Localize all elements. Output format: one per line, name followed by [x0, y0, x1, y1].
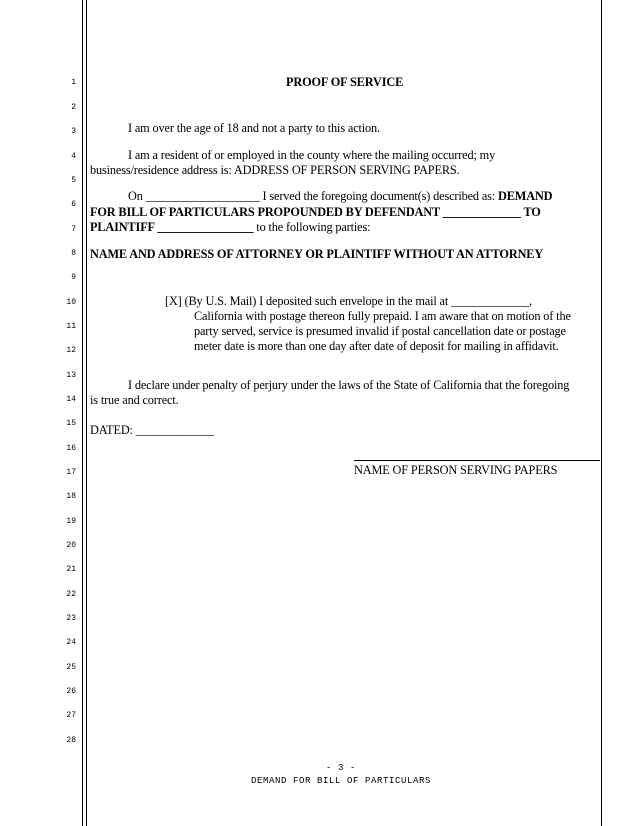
mail-method-line-2: California with postage thereon fully prepaid. I am aware that on motion of the [194, 309, 571, 323]
signature-line [354, 460, 600, 461]
service-statement-line-3 [90, 220, 370, 235]
line-number: 10 [66, 298, 76, 307]
line-number: 4 [71, 152, 76, 161]
line-number: 1 [71, 78, 76, 87]
page-title: PROOF OF SERVICE [286, 75, 404, 89]
footer-document-title: DEMAND FOR BILL OF PARTICULARS [250, 776, 432, 786]
line-number: 22 [66, 590, 76, 599]
residence-statement-line-1: I am a resident of or employed in the county where the mailing occurred; my [128, 148, 496, 162]
line-number: 26 [66, 687, 76, 696]
document-name-start: DEMAND [497, 189, 553, 203]
line-number: 27 [66, 711, 76, 720]
page-number: - 3 - [325, 763, 356, 773]
age-statement: I am over the age of 18 and not a party to this action. [128, 121, 380, 135]
mail-method-line-3: party served, service is presumed invalid if postal cancellation date or postage [194, 324, 566, 338]
line-number: 8 [71, 249, 76, 258]
right-margin-rule [601, 0, 602, 826]
plaintiff-name-blank: PLAINTIFF ________________ [90, 220, 254, 234]
declaration-line-1: I declare under penalty of perjury under the laws of the State of California that the foregoing [128, 378, 570, 392]
left-margin-rule-inner [86, 0, 87, 826]
recipient-heading: NAME AND ADDRESS OF ATTORNEY OR PLAINTIFF WITHOUT AN ATTORNEY [90, 247, 544, 261]
line-number: 5 [71, 176, 76, 185]
line-number: 18 [66, 492, 76, 501]
left-margin-rule-outer [82, 0, 83, 826]
line-number: 13 [66, 371, 76, 380]
line-number: 9 [71, 273, 76, 282]
signature-caption: NAME OF PERSON SERVING PAPERS [354, 463, 558, 477]
service-statement-line-1 [128, 189, 552, 204]
line-number: 25 [66, 663, 76, 672]
line-number: 28 [66, 736, 76, 745]
mail-method-line-1: [X] (By U.S. Mail) I deposited such envelope in the mail at _____________, [165, 294, 532, 308]
parties-text: to the following parties: [253, 220, 371, 234]
mail-method-line-4: meter date is more than one day after date of deposit for mailing in affidavit. [194, 339, 559, 353]
declaration-line-2: is true and correct. [90, 393, 179, 407]
line-number: 16 [66, 444, 76, 453]
line-number: 17 [66, 468, 76, 477]
line-number: 12 [66, 346, 76, 355]
line-number: 15 [66, 419, 76, 428]
line-number: 6 [71, 200, 76, 209]
dated-line: DATED: _____________ [90, 423, 214, 437]
line-number: 19 [66, 517, 76, 526]
line-number: 21 [66, 565, 76, 574]
document-body [90, 0, 600, 826]
line-number: 7 [71, 225, 76, 234]
service-date-text: On ___________________ I served the foregoing document(s) described as: [128, 189, 498, 203]
line-number: 24 [66, 638, 76, 647]
line-number-column [0, 0, 82, 826]
line-number: 14 [66, 395, 76, 404]
line-number: 20 [66, 541, 76, 550]
line-number: 11 [66, 322, 76, 331]
line-number: 23 [66, 614, 76, 623]
line-number: 3 [71, 127, 76, 136]
line-number: 2 [71, 103, 76, 112]
service-statement-line-2: FOR BILL OF PARTICULARS PROPOUNDED BY DEFENDANT _____________ TO [90, 205, 541, 219]
residence-statement-line-2: business/residence address is: ADDRESS OF PERSON SERVING PAPERS. [90, 163, 460, 177]
